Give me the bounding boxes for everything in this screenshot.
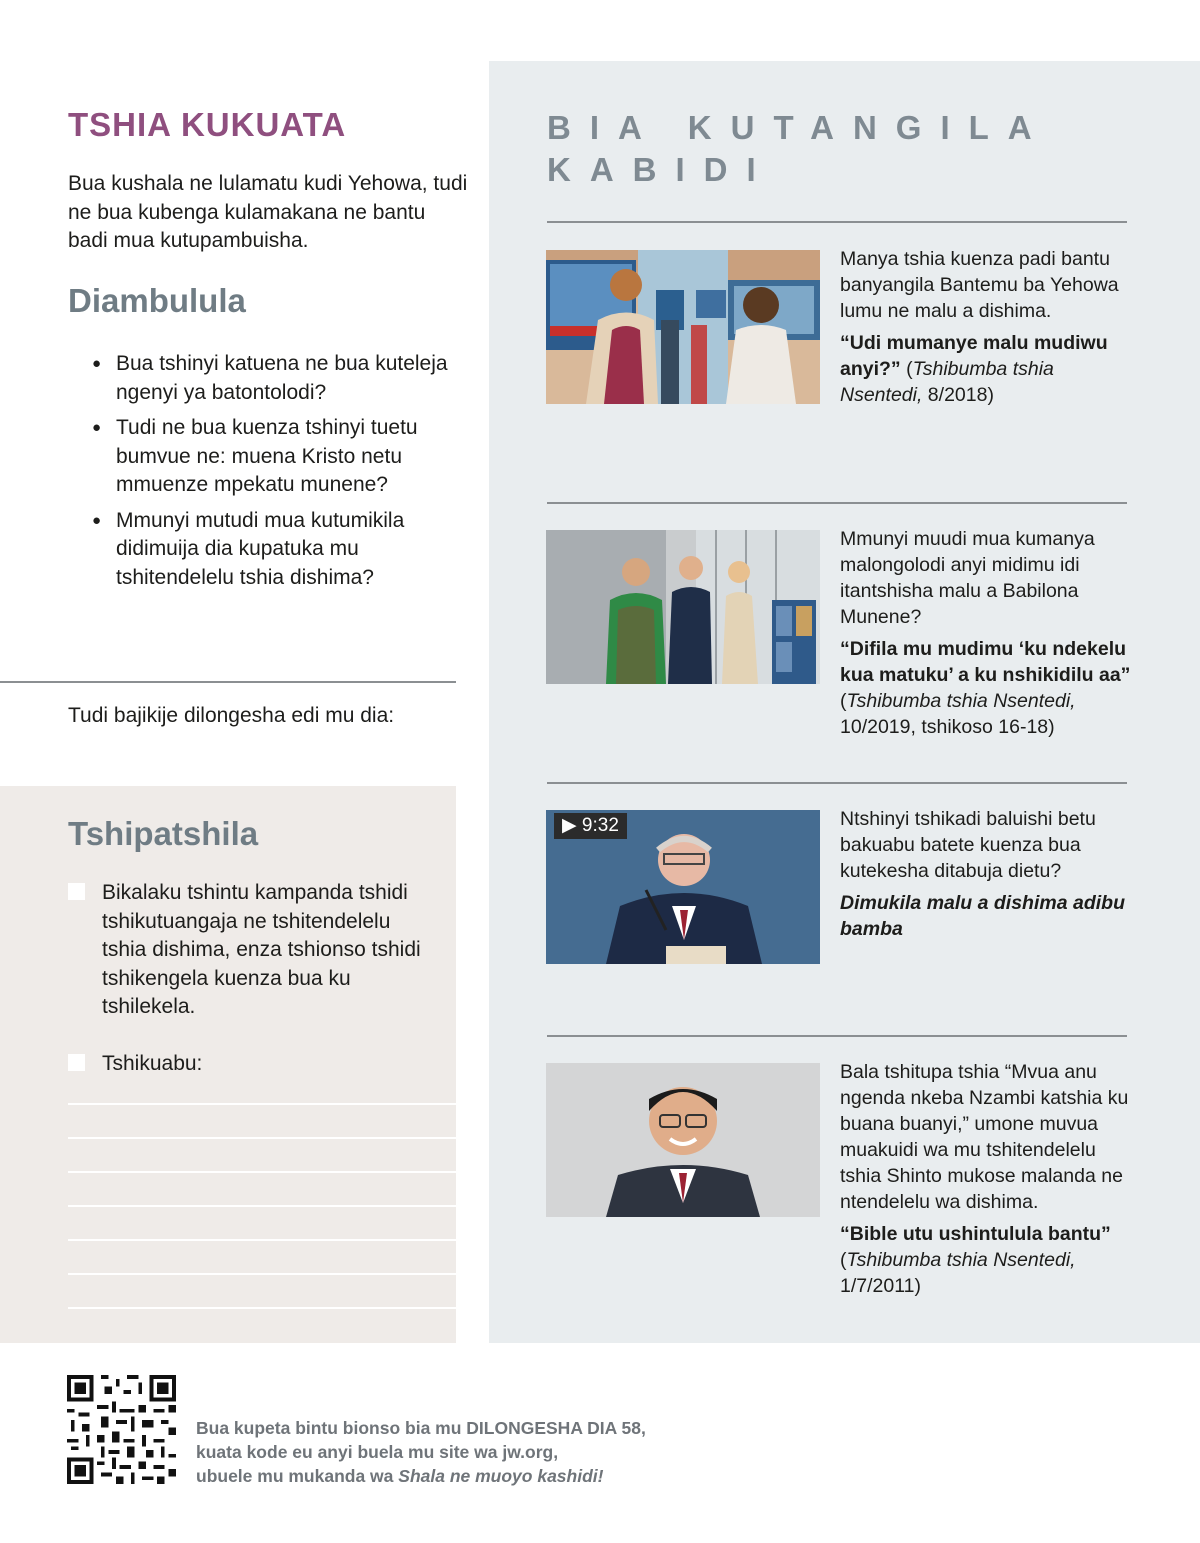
write-line[interactable] <box>68 1171 456 1173</box>
item-description: Bala tshitupa tshia “Mvua anu ngenda nkeba Nzambi katshia ku buana buanyi,” umone muvua muakuidi wa mu tshitendelelu tshia Shinto mukose malanda ne ntendelelu wa dishima. <box>840 1061 1129 1213</box>
goal-item-other[interactable] <box>68 1050 438 1079</box>
goal-heading: Tshipatshila <box>68 815 259 852</box>
portrait-image[interactable] <box>546 1063 820 1217</box>
book-title: Shala ne muoyo kashidi! <box>398 1466 604 1486</box>
ref-title[interactable]: “Difila mu mudimu ‘ku ndekelu kua matuku’ a ku nshikidilu aa” <box>840 638 1131 686</box>
ref-issue: 1/7/2011) <box>840 1275 921 1297</box>
related-item <box>840 1059 1140 1299</box>
write-line[interactable] <box>68 1103 456 1105</box>
ref-issue: 10/2019, tshikoso 16-18) <box>840 716 1055 738</box>
goal-text: Tshikuabu: <box>102 1052 203 1075</box>
write-line[interactable] <box>68 1239 456 1241</box>
related-item <box>840 246 1140 408</box>
ref-issue: 8/2018) <box>922 384 994 406</box>
item-description: Manya tshia kuenza padi bantu banyangila Bantemu ba Yehowa lumu ne malu a dishima. <box>840 248 1119 322</box>
divider <box>547 782 1127 784</box>
checkbox[interactable] <box>68 1054 85 1071</box>
ref-paren: ( <box>840 1249 847 1271</box>
ref-source: Tshibumba tshia Nsentedi, <box>846 1249 1076 1271</box>
ref-paren: ( <box>900 358 913 380</box>
review-heading: Diambulula <box>68 282 246 319</box>
related-item <box>840 806 1140 942</box>
item-reference[interactable] <box>840 330 1140 408</box>
write-line[interactable] <box>68 1273 456 1275</box>
review-questions <box>92 350 462 599</box>
footer-line <box>196 1464 696 1488</box>
related-item <box>840 526 1140 740</box>
video-duration: 9:32 <box>581 815 619 836</box>
review-question: ● Bua tshinyi katuena ne bua kuteleja ngenyi ya batontolodi? <box>92 350 462 407</box>
ref-title[interactable]: “Bible utu ushintulula bantu” <box>840 1223 1111 1245</box>
checkbox[interactable] <box>68 883 85 900</box>
play-icon: ▶ <box>562 815 577 836</box>
related-material-title: BIA KUTANGILA KABIDI <box>547 109 1050 188</box>
divider <box>0 681 456 683</box>
review-question: ● Tudi ne bua kuenza tshinyi tuetu bumvue ne: muena Kristo netu mmuenze mpekatu munene? <box>92 414 462 500</box>
item-reference[interactable] <box>840 1221 1140 1299</box>
ref-source: Tshibumba tshia Nsentedi, <box>840 358 1054 406</box>
item-description: Mmunyi muudi mua kumanya malongolodi anyi midimu idi itantshisha malu a Babilona Munene? <box>840 528 1095 628</box>
footer-line: kuata kode eu anyi buela mu site wa jw.org, <box>196 1442 559 1462</box>
divider <box>547 221 1127 223</box>
ref-source: Tshibumba tshia Nsentedi, <box>846 690 1076 712</box>
review-question: ● Mmunyi mutudi mua kutumikila didimuija dia kupatuka mu tshitendelelu tshia dishima? <box>92 507 462 593</box>
goal-text: Bikalaku tshintu kampanda tshidi tshikutuangaja ne tshitendelelu tshia dishima, enza tshionso tshidi tshikengela kuenza bua ku tshilekela. <box>102 881 421 1018</box>
video-title[interactable]: Dimukila malu a dishima adibu bamba <box>840 892 1125 940</box>
divider <box>547 1035 1127 1037</box>
footer-text-plain: ubuele mu mukanda wa <box>196 1466 399 1486</box>
summary-intro: Bua kushala ne lulamatu kudi Yehowa, tudi ne bua kubenga kulamakana ne bantu badi mua kutupambuisha. <box>68 172 468 252</box>
news-hall-image[interactable] <box>546 250 820 404</box>
street-witnessing-image[interactable] <box>546 530 820 684</box>
ref-title[interactable]: “Udi mumanye malu mudiwu anyi?” <box>840 332 1108 380</box>
footer-line: Bua kupeta bintu bionso bia mu DILONGESHA DIA 58, <box>196 1418 646 1438</box>
item-reference[interactable] <box>840 636 1140 740</box>
footer-info <box>196 1416 696 1488</box>
write-line[interactable] <box>68 1307 456 1309</box>
ref-paren: ( <box>840 690 847 712</box>
write-line[interactable] <box>68 1205 456 1207</box>
video-duration-badge <box>554 813 627 839</box>
item-description: Ntshinyi tshikadi baluishi betu bakuabu batete kuenza bua kutekesha ditabuja dietu? <box>840 808 1096 882</box>
completion-note: Tudi bajikije dilongesha edi mu dia: <box>68 704 395 727</box>
video-thumbnail[interactable] <box>546 810 820 964</box>
qr-code[interactable] <box>67 1375 176 1484</box>
divider <box>547 502 1127 504</box>
write-line[interactable] <box>68 1137 456 1139</box>
lesson-summary-title: TSHIA KUKUATA <box>68 106 347 143</box>
goal-item[interactable] <box>68 879 438 1022</box>
